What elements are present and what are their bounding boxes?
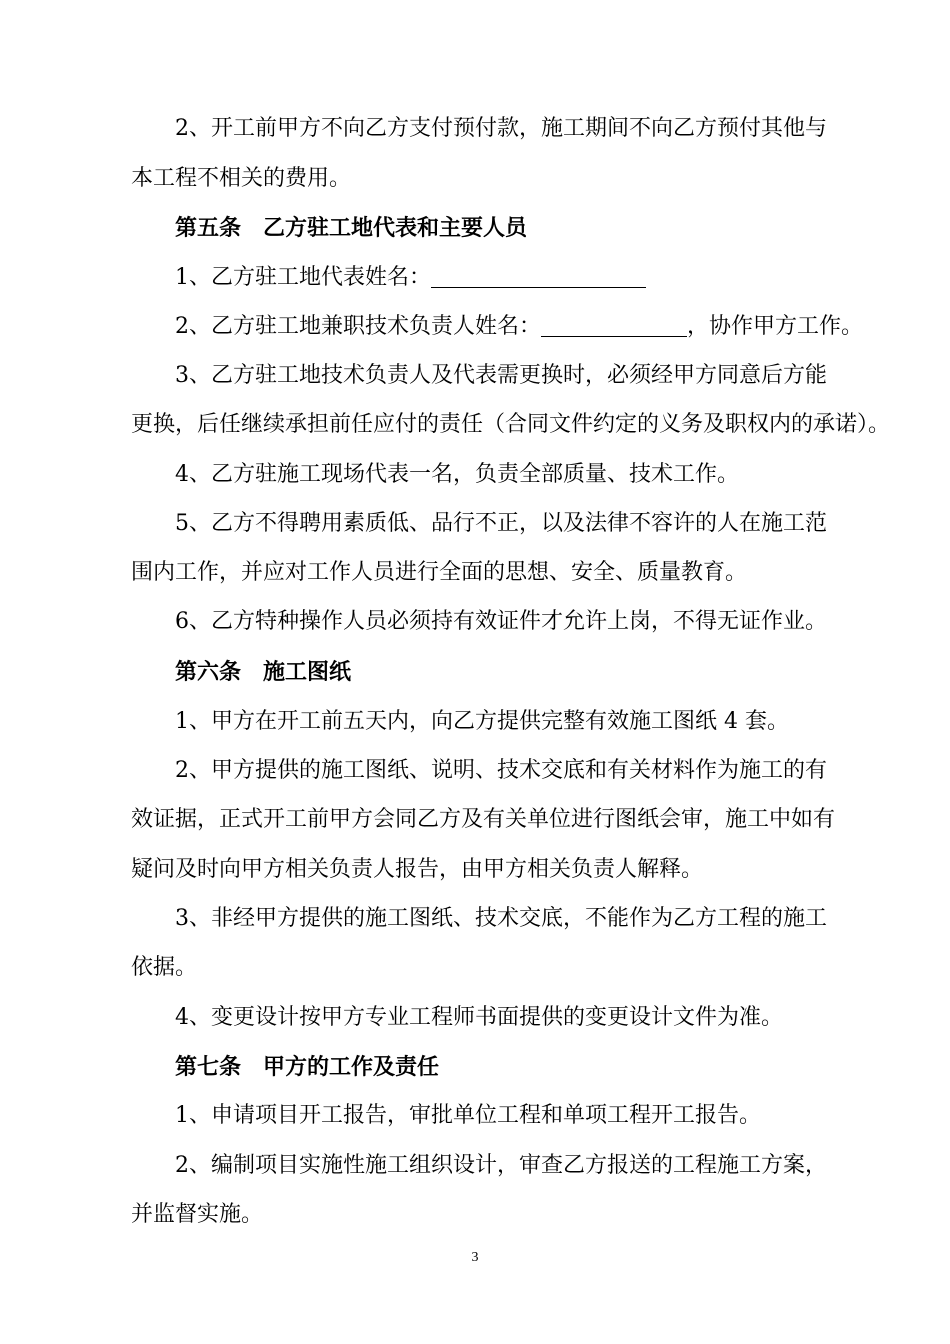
paragraph-line: 1、申请项目开工报告，审批单位工程和单项工程开工报告。: [175, 1103, 761, 1128]
paragraph-line: 6、乙方特种操作人员必须持有效证件才允许上岗，不得无证作业。: [175, 609, 827, 634]
tech-lead-name-blank: [541, 314, 687, 337]
paragraph-line: 1、甲方在开工前五天内，向乙方提供完整有效施工图纸 4 套。: [175, 709, 789, 734]
article-title: 施工图纸: [263, 659, 352, 685]
paragraph-line: 效证据，正式开工前甲方会同乙方及有关单位进行图纸会审，施工中如有: [131, 807, 836, 832]
article-7-heading: [0, 1052, 950, 1082]
article-number: 第五条: [175, 215, 242, 241]
paragraph-line: 4、变更设计按甲方专业工程师书面提供的变更设计文件为准。: [175, 1005, 783, 1030]
paragraph-line: 2、开工前甲方不向乙方支付预付款，施工期间不向乙方预付其他与: [175, 116, 827, 141]
article-number: 第六条: [175, 659, 242, 685]
paragraph-line: 并监督实施。: [131, 1202, 264, 1227]
paragraph-line: [0, 263, 950, 293]
article-title: 乙方驻工地代表和主要人员: [263, 215, 528, 241]
article-number: 第七条: [175, 1054, 242, 1080]
field-label: 1、乙方驻工地代表姓名：: [175, 265, 431, 290]
paragraph-line: 依据。: [131, 955, 198, 980]
paragraph-line: 围内工作，并应对工作人员进行全面的思想、安全、质量教育。: [131, 560, 748, 585]
field-suffix: ，协作甲方工作。: [687, 314, 864, 339]
paragraph-line: 3、乙方驻工地技术负责人及代表需更换时，必须经甲方同意后方能: [175, 363, 827, 388]
paragraph-line: 本工程不相关的费用。: [131, 166, 352, 191]
paragraph-line: 疑问及时向甲方相关负责人报告，由甲方相关负责人解释。: [131, 857, 704, 882]
page-number: 3: [471, 1250, 479, 1265]
article-5-heading: [0, 213, 950, 243]
paragraph-line: 5、乙方不得聘用素质低、品行不正，以及法律不容许的人在施工范: [175, 511, 827, 536]
paragraph-line: 2、甲方提供的施工图纸、说明、技术交底和有关材料作为施工的有: [175, 758, 827, 783]
paragraph-line: [0, 312, 950, 342]
article-6-heading: [0, 657, 950, 687]
paragraph-line: 更换，后任继续承担前任应付的责任（合同文件约定的义务及职权内的承诺）。: [131, 412, 891, 437]
paragraph-line: 3、非经甲方提供的施工图纸、技术交底，不能作为乙方工程的施工: [175, 906, 827, 931]
representative-name-blank: [431, 265, 646, 288]
article-title: 甲方的工作及责任: [263, 1054, 440, 1080]
paragraph-line: 4、乙方驻施工现场代表一名，负责全部质量、技术工作。: [175, 462, 739, 487]
field-label: 2、乙方驻工地兼职技术负责人姓名：: [175, 314, 541, 339]
paragraph-line: 2、编制项目实施性施工组织设计，审查乙方报送的工程施工方案，: [175, 1153, 827, 1178]
